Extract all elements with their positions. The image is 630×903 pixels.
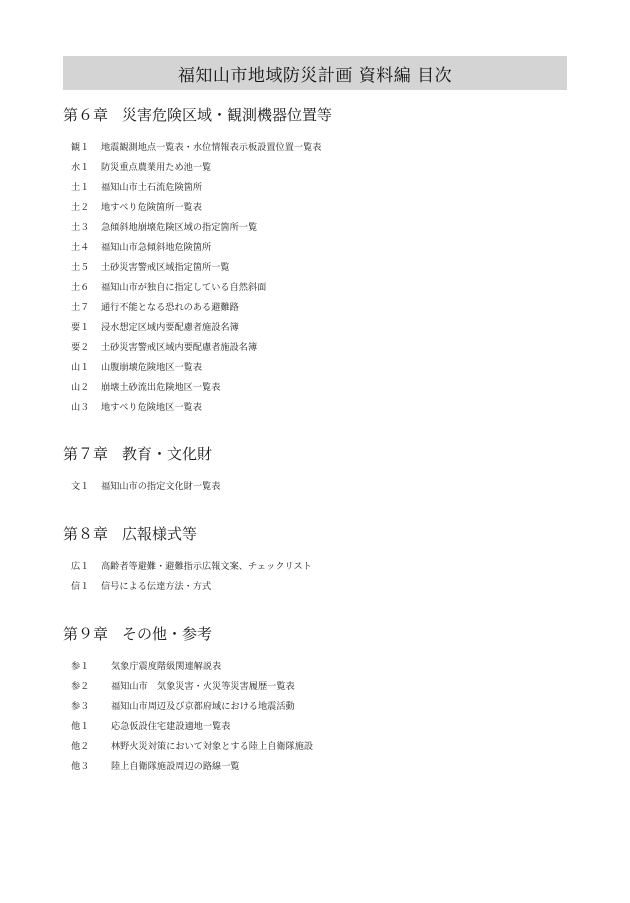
item-label: 地すべり危険箇所一覧表: [101, 202, 202, 213]
list-item: [63, 717, 583, 737]
item-code: 土６: [71, 282, 90, 293]
list-item: [63, 697, 583, 717]
item-label: 気象庁震度階級関連解説表: [111, 661, 222, 672]
item-code: 参３: [71, 701, 90, 712]
list-item: [63, 258, 583, 278]
item-label: 山腹崩壊危険地区一覧表: [101, 362, 203, 373]
list-item: [63, 198, 583, 218]
chapter-number: 第７章: [63, 445, 109, 463]
item-label: 福知山市が独自に指定している自然斜面: [101, 282, 267, 293]
item-code: 水１: [71, 162, 90, 173]
list-item: [63, 138, 583, 158]
chapter-number: 第９章: [63, 625, 109, 643]
item-label: 土砂災害警戒区域内要配慮者施設名簿: [101, 342, 258, 353]
list-item: [63, 218, 583, 238]
chapter-title: その他・参考: [122, 625, 213, 643]
item-code: 土３: [71, 222, 90, 233]
item-code: 山３: [71, 402, 90, 413]
list-item: [63, 677, 583, 697]
chapter-heading: [63, 104, 583, 126]
item-code: 土１: [71, 182, 90, 193]
item-code: 文１: [71, 481, 90, 492]
document-title: 福知山市地域防災計画 資料編 目次: [63, 56, 567, 90]
list-item: [63, 358, 583, 378]
item-label: 福知山市土石流危険箇所: [101, 182, 203, 193]
item-code: 土４: [71, 242, 90, 253]
item-label: 地震観測地点一覧表・水位情報表示板設置位置一覧表: [101, 142, 322, 153]
list-item: [63, 278, 583, 298]
item-code: 信１: [71, 581, 90, 592]
list-item: [63, 318, 583, 338]
chapter-8: [63, 523, 583, 597]
chapter-number: 第８章: [63, 525, 109, 543]
list-item: [63, 338, 583, 358]
item-label: 崩壊土砂流出危険地区一覧表: [101, 382, 221, 393]
list-item: [63, 158, 583, 178]
chapter-number: 第６章: [63, 106, 109, 124]
item-code: 参２: [71, 681, 90, 692]
item-label: 陸上自衛隊施設周辺の路線一覧: [111, 761, 240, 772]
list-item: [63, 577, 583, 597]
item-label: 高齢者等避難・避難指示広報文案、チェックリスト: [101, 561, 312, 572]
item-code: 土７: [71, 302, 90, 313]
item-label: 地すべり危険地区一覧表: [101, 402, 202, 413]
item-code: 他３: [71, 761, 90, 772]
item-label: 林野火災対策において対象とする陸上自衛隊施設: [111, 741, 314, 752]
item-code: 参１: [71, 661, 90, 672]
list-item: [63, 178, 583, 198]
chapter-title: 広報様式等: [122, 525, 198, 543]
list-item: [63, 238, 583, 258]
item-label: 福知山市周辺及び京都府域における地震活動: [111, 701, 295, 712]
item-label: 通行不能となる恐れのある避難路: [101, 302, 239, 313]
item-code: 土５: [71, 262, 90, 273]
chapter-6: [63, 104, 583, 418]
chapter-items: [63, 557, 583, 597]
list-item: [63, 298, 583, 318]
chapter-items: [63, 477, 583, 497]
chapter-items: [63, 657, 583, 777]
list-item: [63, 757, 583, 777]
item-code: 山１: [71, 362, 90, 373]
item-code: 要２: [71, 342, 90, 353]
chapter-title: 災害危険区域・観測機器位置等: [122, 106, 333, 124]
item-code: 広１: [71, 561, 90, 572]
item-label: 福知山市 気象災害・火災等災害履歴一覧表: [111, 681, 295, 692]
item-label: 応急仮設住宅建設適地一覧表: [111, 721, 231, 732]
chapter-items: [63, 138, 583, 418]
item-label: 急傾斜地崩壊危険区域の指定箇所一覧: [101, 222, 258, 233]
list-item: [63, 557, 583, 577]
list-item: [63, 657, 583, 677]
chapter-heading: [63, 523, 583, 545]
item-label: 信号による伝達方法・方式: [101, 581, 212, 592]
list-item: [63, 398, 583, 418]
chapter-7: [63, 443, 583, 497]
item-label: 福知山市の指定文化財一覧表: [101, 481, 221, 492]
item-code: 他２: [71, 741, 90, 752]
item-code: 土２: [71, 202, 90, 213]
item-label: 浸水想定区域内要配慮者施設名簿: [101, 322, 239, 333]
item-label: 防災重点農業用ため池一覧: [101, 162, 212, 173]
item-label: 福知山市急傾斜地危険箇所: [101, 242, 212, 253]
item-code: 山２: [71, 382, 90, 393]
item-label: 土砂災害警戒区域指定箇所一覧: [101, 262, 230, 273]
chapter-heading: [63, 443, 583, 465]
list-item: [63, 378, 583, 398]
item-code: 要１: [71, 322, 90, 333]
chapter-title: 教育・文化財: [122, 445, 213, 463]
chapter-heading: [63, 623, 583, 645]
item-code: 観１: [71, 142, 90, 153]
chapter-9: [63, 623, 583, 777]
item-code: 他１: [71, 721, 90, 732]
list-item: [63, 477, 583, 497]
list-item: [63, 737, 583, 757]
